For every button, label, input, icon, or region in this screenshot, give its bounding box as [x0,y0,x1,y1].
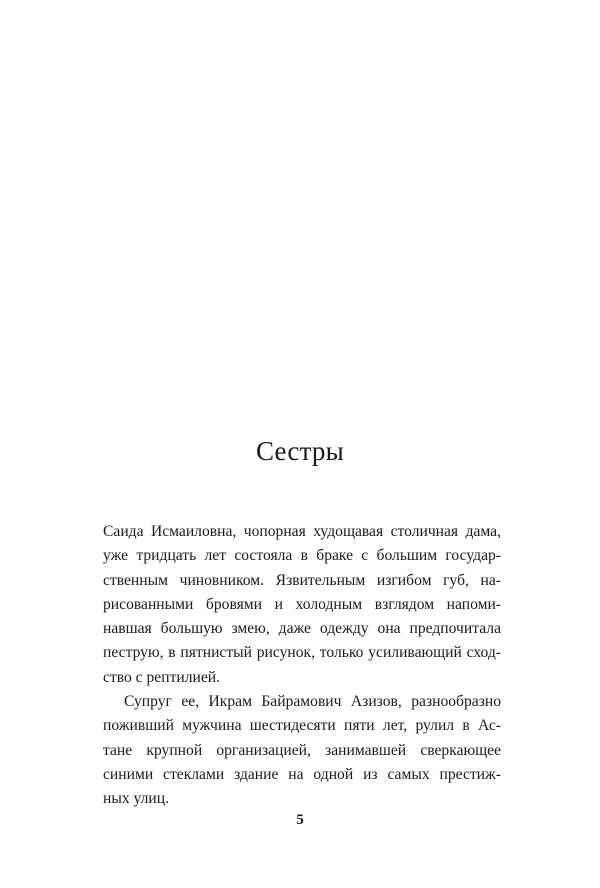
text-line: ных улиц. [103,790,169,808]
body-text [103,520,501,812]
page-number: 5 [296,812,304,828]
text-line: пеструю, в пятнистый рисунок, только усиливающий сход- [103,644,501,662]
text-line: ственным чиновником. Язвительным изгибом губ, на- [103,571,501,589]
text-line: Супруг ее, Икрам Байрамович Азизов, разнообразно [124,693,501,711]
chapter-title: Сестры [256,436,344,466]
text-line: рисованными бровями и холодным взглядом напоми- [103,595,501,613]
text-line: синими стеклами здание на одной из самых престиж- [103,765,501,783]
text-line: уже тридцать лет состояла в браке с большим государ- [103,547,501,565]
text-line: тане крупной организацией, занимавшей сверкающее [103,741,501,759]
text-line: навшая большую змею, даже одежду она предпочитала [103,620,501,638]
text-line: ство с рептилией. [103,668,221,686]
text-line: поживший мужчина шестидесяти пяти лет, рулил в Ас- [103,717,501,735]
text-line: Саида Исмаиловна, чопорная худощавая столичная дама, [103,523,501,540]
